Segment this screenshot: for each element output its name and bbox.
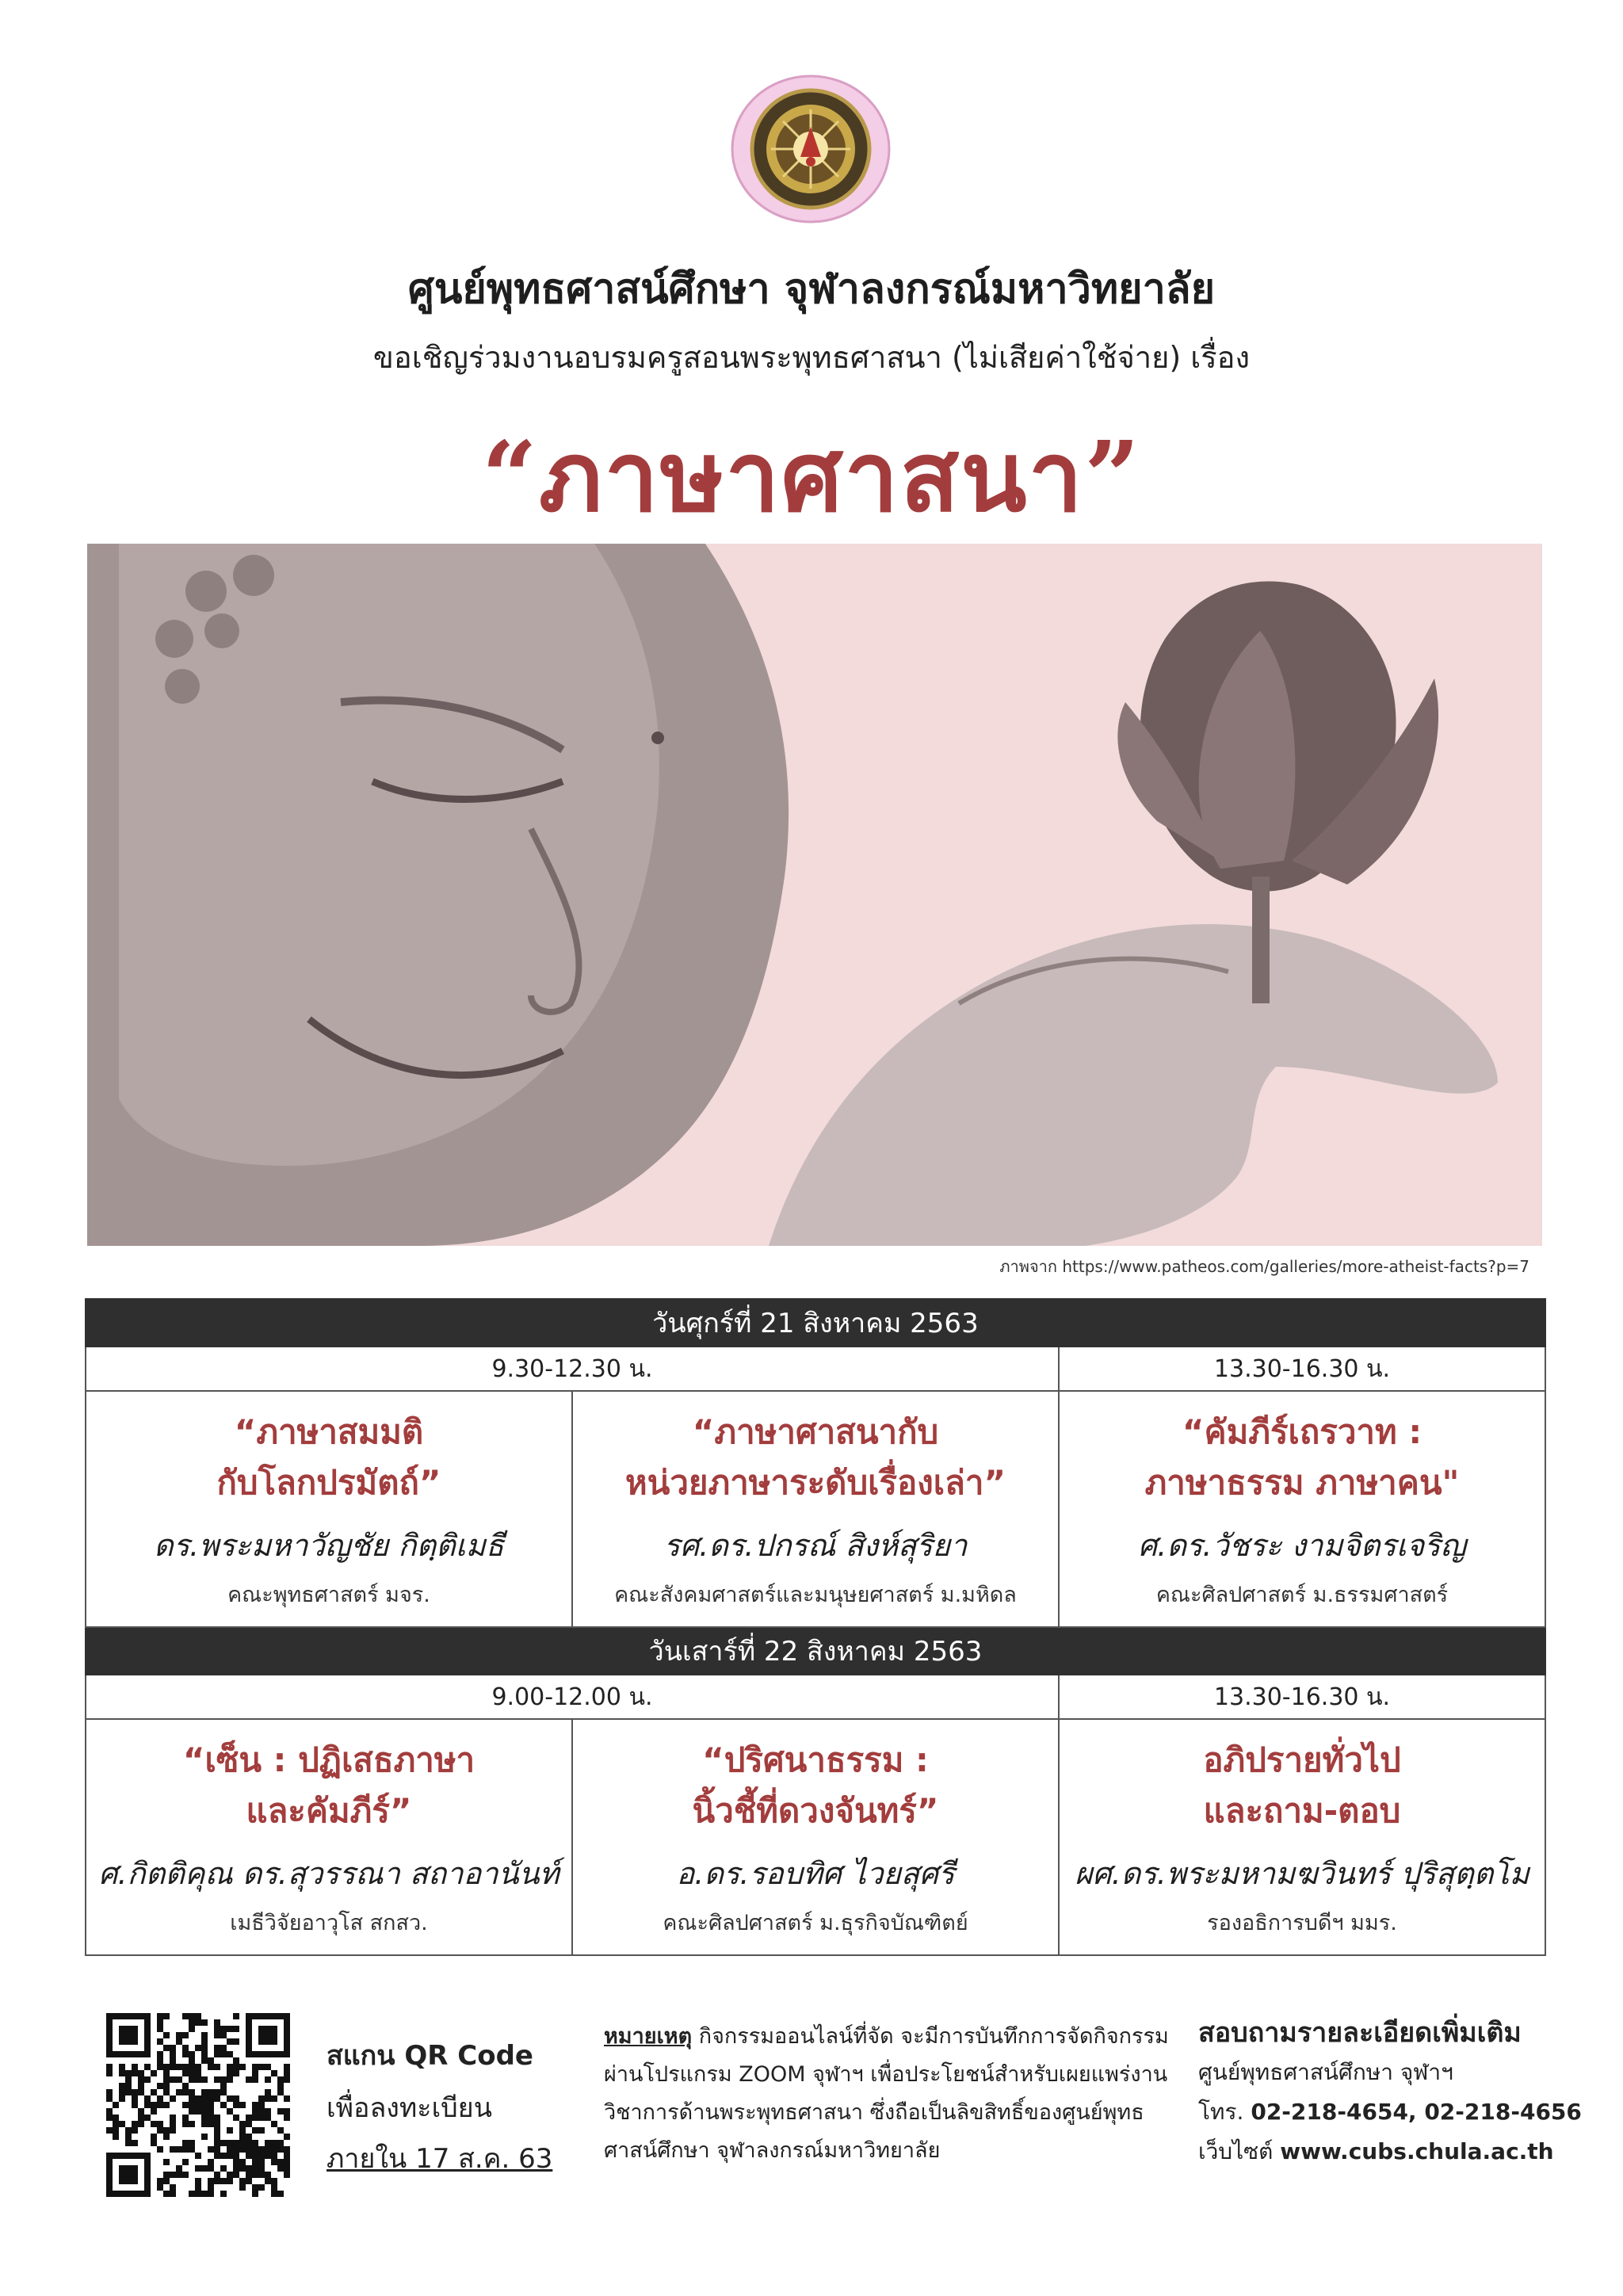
center-logo	[731, 74, 891, 223]
session-title-line: หน่วยภาษาระดับเรื่องเล่า”	[624, 1463, 1006, 1502]
session-title-line: “ภาษาศาสนากับ	[692, 1412, 939, 1451]
session-title-line: “ภาษาสมมติ	[234, 1412, 424, 1451]
day2-sessions-row	[86, 1719, 1545, 1955]
day2-time-row	[86, 1675, 1545, 1719]
session-org: คณะศิลปศาสตร์ ม.ธรรมศาสตร์	[1155, 1583, 1449, 1607]
day2-afternoon-time: 13.30-16.30 น.	[1059, 1675, 1545, 1719]
day1-morning-time: 9.30-12.30 น.	[86, 1347, 1059, 1391]
session-title-line: อภิปรายทั่วไป	[1203, 1740, 1401, 1779]
session-title-line: และถาม-ตอบ	[1203, 1791, 1401, 1830]
session-speaker: รศ.ดร.ปกรณ์ สิงห์สุริยา	[663, 1528, 968, 1563]
day2-date-row	[86, 1627, 1545, 1675]
session-title-line: “คัมภีร์เถรวาท :	[1182, 1412, 1423, 1451]
contact-phone[interactable]: 02-218-4654, 02-218-4656	[1251, 2099, 1582, 2125]
registration-qr-code[interactable]	[106, 2013, 290, 2197]
register-label: เพื่อลงทะเบียน	[327, 2092, 492, 2124]
session-title	[1060, 1735, 1545, 1836]
session-title	[573, 1735, 1058, 1836]
organizer-title: ศูนย์พุทธศาสน์ศึกษา จุฬาลงกรณ์มหาวิทยาลัย	[407, 266, 1216, 313]
session-cell	[1059, 1719, 1545, 1955]
session-cell	[86, 1719, 572, 1955]
day2-morning-time: 9.00-12.00 น.	[86, 1675, 1059, 1719]
session-cell	[572, 1719, 1059, 1955]
session-title-line: และคัมภีร์”	[246, 1791, 412, 1830]
session-speaker: อ.ดร.รอบทิศ ไวยสุศรี	[676, 1856, 955, 1891]
contact-heading: สอบถามรายละเอียดเพิ่มเติม	[1198, 2017, 1522, 2049]
event-headline: “ภาษาศาสนา”	[481, 419, 1142, 533]
session-cell	[1059, 1391, 1545, 1627]
photo-credit: ภาพจาก https://www.patheos.com/galleries/more-atheist-facts?p=7	[999, 1257, 1529, 1276]
recording-note	[604, 2018, 1190, 2170]
session-cell	[86, 1391, 572, 1627]
day1-date-row	[86, 1299, 1545, 1347]
day1-time-row	[86, 1347, 1545, 1391]
session-title-line: ภาษาธรรม ภาษาคน"	[1144, 1463, 1460, 1502]
session-org: เมธีวิจัยอาวุโส สกสว.	[230, 1911, 428, 1935]
session-speaker: ดร.พระมหาวัญชัย กิตฺติเมธี	[154, 1528, 504, 1563]
note-text: กิจกรรมออนไลน์ที่จัด จะมีการบันทึกการจัดกิจกรรมผ่านโปรแกรม ZOOM จุฬาฯ เพื่อประโยชน์สำหรับเผยแพร่งานวิชาการด้านพระพุทธศาสนา ซึ่งถือเป็นลิขสิทธิ์ของศูนย์พุทธศาสน์ศึกษา จุฬาลงกรณ์มหาวิทยาลัย	[604, 2024, 1169, 2163]
buddha-lotus-photo	[87, 544, 1542, 1246]
session-title-line: “ปริศนาธรรม :	[702, 1740, 929, 1779]
session-title-line: นิ้วชี้ที่ดวงจันทร์”	[692, 1791, 939, 1830]
day2-date: วันเสาร์ที่ 22 สิงหาคม 2563	[86, 1627, 1545, 1675]
session-org: คณะพุทธศาสตร์ มจร.	[227, 1583, 430, 1607]
day1-sessions-row	[86, 1391, 1545, 1627]
session-speaker: ผศ.ดร.พระมหามฆวินทร์ ปุริสุตฺตโม	[1075, 1856, 1529, 1891]
contact-block	[1198, 2013, 1610, 2172]
web-label: เว็บไซต์	[1198, 2138, 1281, 2164]
contact-web-line	[1198, 2132, 1610, 2172]
session-title	[86, 1407, 571, 1508]
session-org: รองอธิการบดีฯ มมร.	[1207, 1911, 1397, 1935]
register-deadline: ภายใน 17 ส.ค. 63	[327, 2143, 553, 2175]
session-org: คณะศิลปศาสตร์ ม.ธุรกิจบัณฑิตย์	[663, 1911, 968, 1935]
contact-org: ศูนย์พุทธศาสน์ศึกษา จุฬาฯ	[1198, 2059, 1453, 2085]
session-title-line: “เซ็น : ปฏิเสธภาษา	[182, 1740, 475, 1779]
session-title	[86, 1735, 571, 1836]
day1-afternoon-time: 13.30-16.30 น.	[1059, 1347, 1545, 1391]
session-cell	[572, 1391, 1059, 1627]
session-speaker: ศ.ดร.วัชระ งามจิตรเจริญ	[1138, 1528, 1466, 1563]
session-title	[573, 1407, 1058, 1508]
note-label: หมายเหตุ	[604, 2024, 693, 2049]
session-title	[1060, 1407, 1545, 1508]
contact-phone-line	[1198, 2092, 1610, 2132]
schedule-table	[85, 1298, 1546, 1956]
contact-website-link[interactable]: www.cubs.chula.ac.th	[1280, 2138, 1554, 2164]
invitation-subtitle: ขอเชิญร่วมงานอบรมครูสอนพระพุทธศาสนา (ไม่เสียค่าใช้จ่าย) เรื่อง	[372, 340, 1251, 375]
session-title-line: กับโลกปรมัตถ์”	[216, 1463, 441, 1502]
scan-qr-label: สแกน QR Code	[327, 2040, 533, 2072]
phone-label: โทร.	[1198, 2099, 1251, 2125]
session-org: คณะสังคมศาสตร์และมนุษยศาสตร์ ม.มหิดล	[614, 1583, 1017, 1607]
session-speaker: ศ.กิตติคุณ ดร.สุวรรณา สถาอานันท์	[98, 1856, 559, 1891]
day1-date: วันศุกร์ที่ 21 สิงหาคม 2563	[86, 1299, 1545, 1347]
